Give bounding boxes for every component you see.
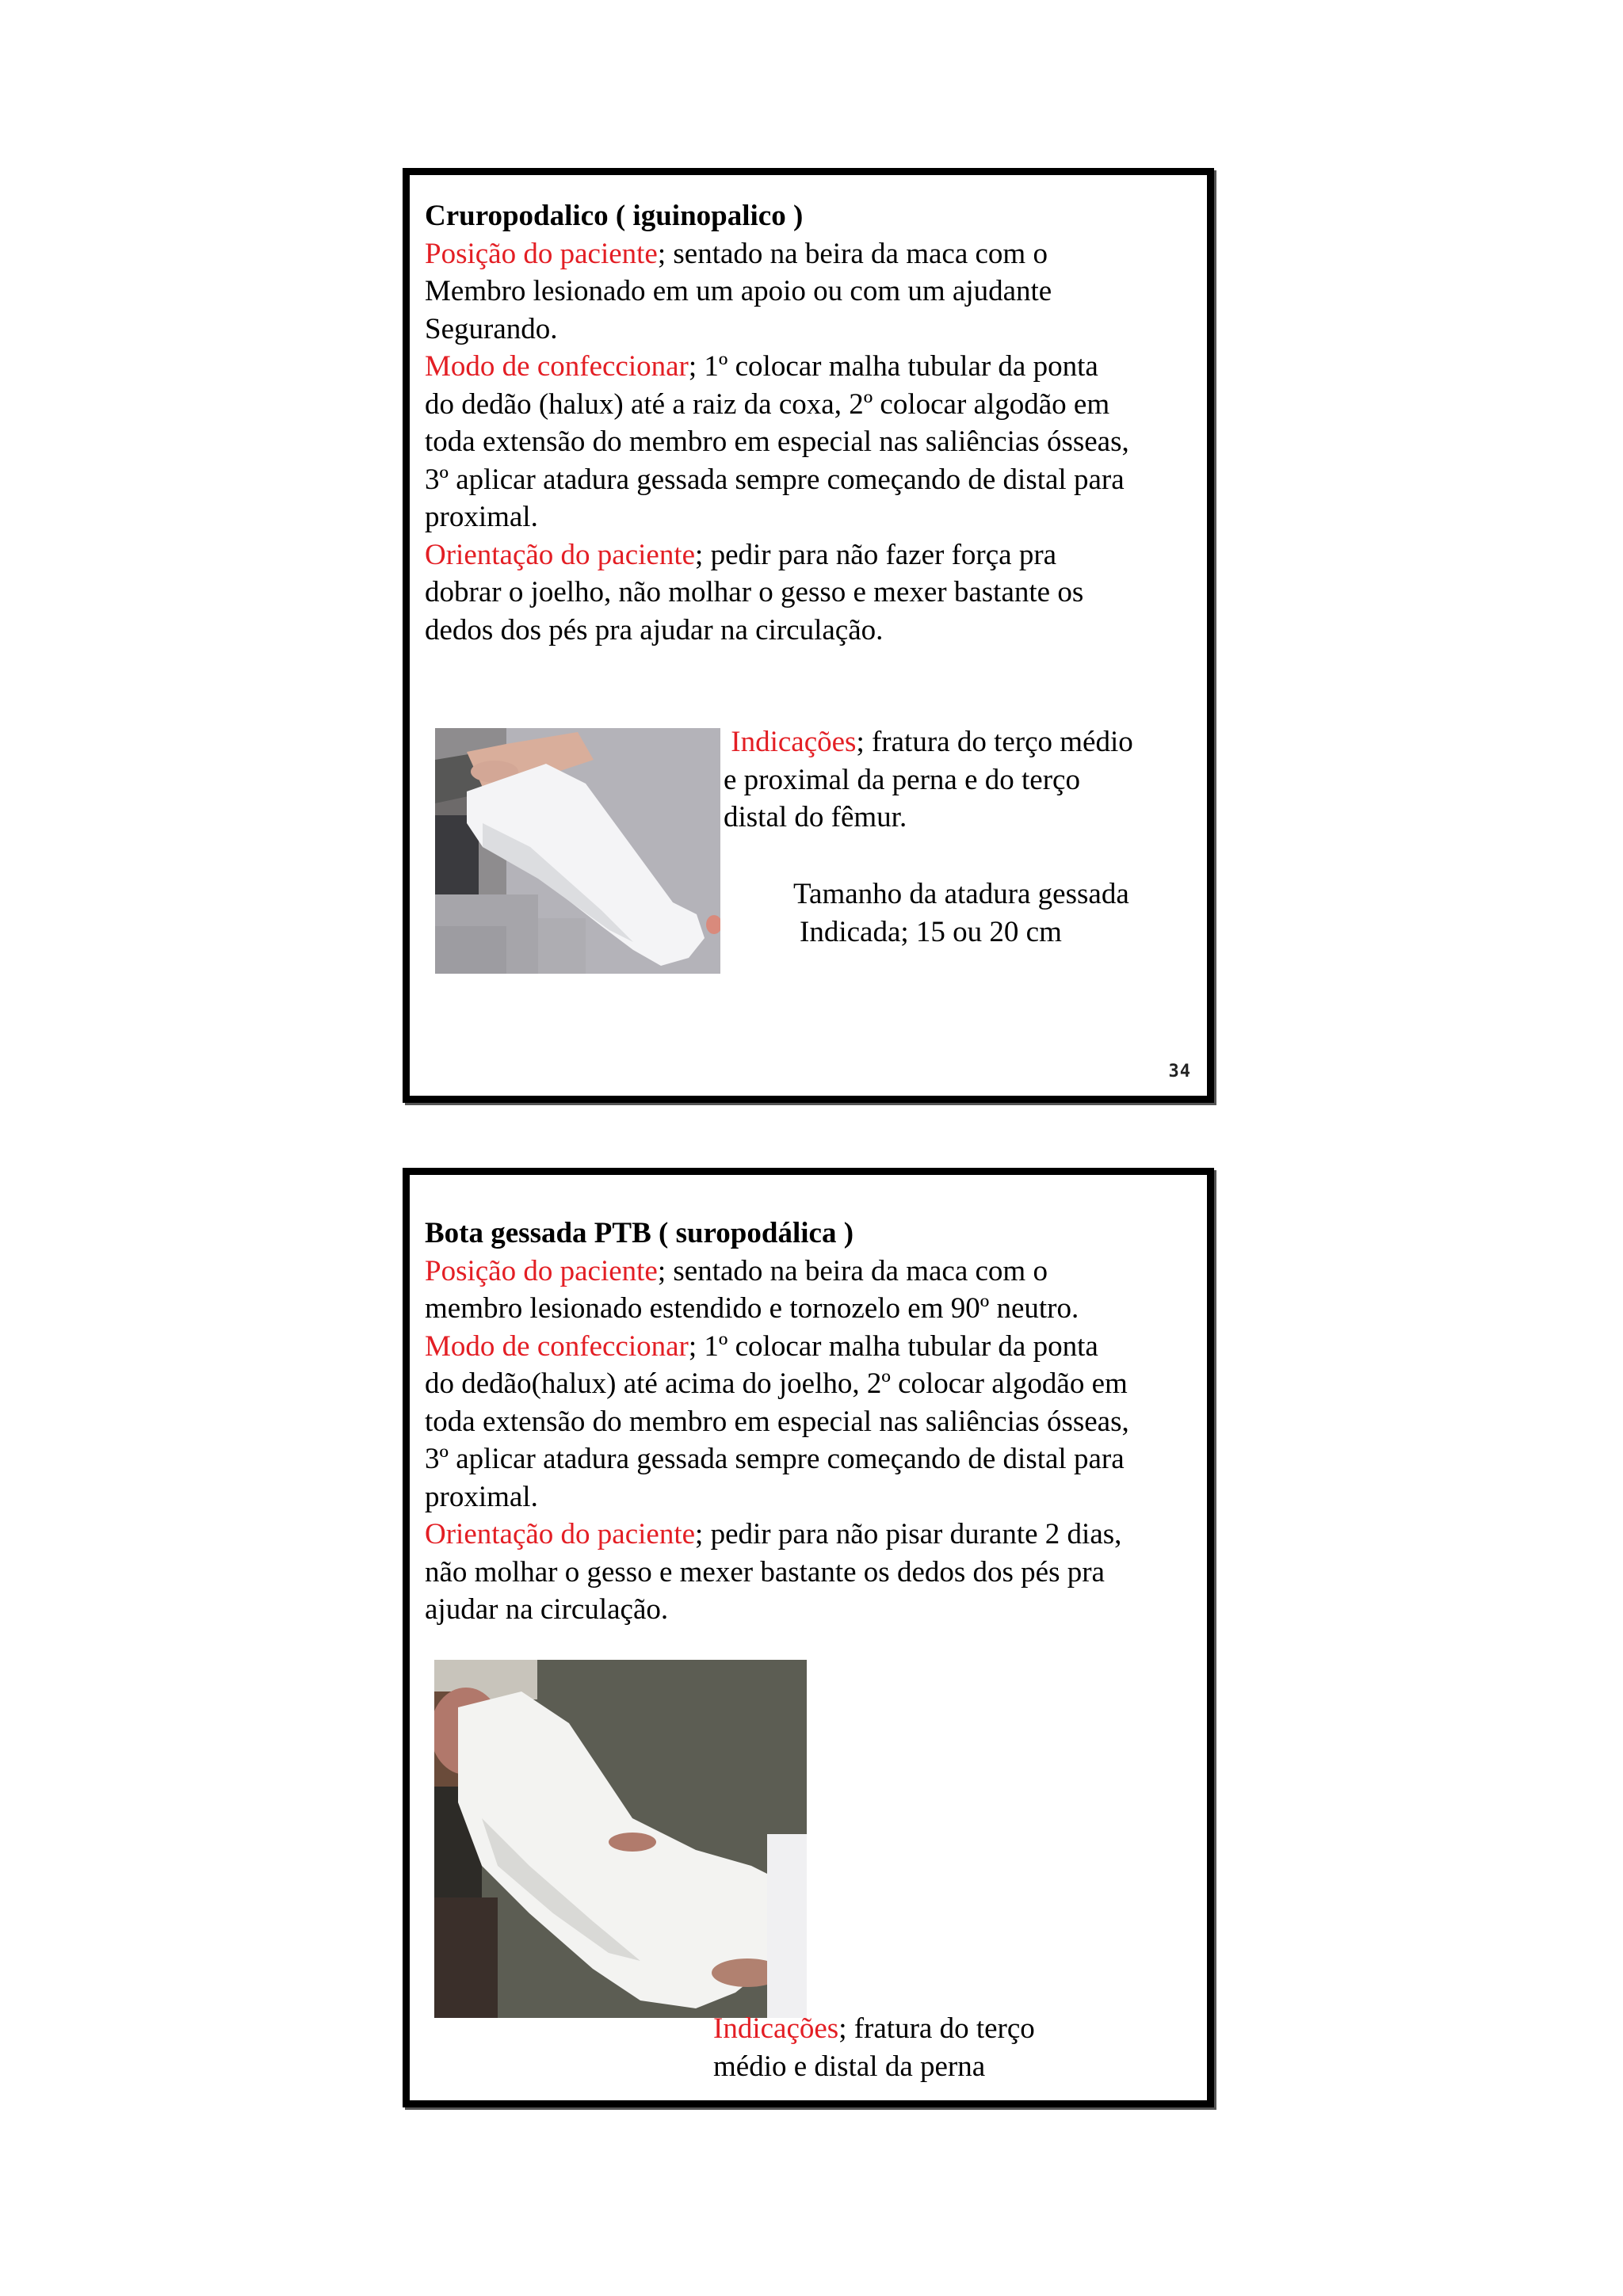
- indications-label: Indicações: [713, 2012, 839, 2045]
- orientation-text: dobrar o joelho, não molhar o gesso e mexer bastante os: [425, 576, 1084, 608]
- bandage-size-block: [793, 875, 1129, 951]
- orientation-text: dedos dos pés pra ajudar na circulação.: [425, 613, 884, 646]
- mode-text: proximal.: [425, 1480, 538, 1513]
- orientation-label: Orientação do paciente: [425, 538, 696, 571]
- mode-text: 3º aplicar atadura gessada sempre começando de distal para: [425, 463, 1125, 496]
- orientation-text: ; pedir para não fazer força pra: [695, 538, 1057, 571]
- indications-text: ; fratura do terço médio: [856, 726, 1133, 758]
- mode-text: do dedão (halux) até a raiz da coxa, 2º colocar algodão em: [425, 387, 1110, 421]
- slide-bota-gessada: [403, 1168, 1214, 2107]
- indications-label: Indicações: [731, 726, 857, 758]
- indications-line: [724, 723, 1133, 761]
- orientation-text: ajudar na circulação.: [425, 1593, 669, 1626]
- slide-body-text: [425, 197, 1207, 649]
- position-text: Membro lesionado em um apoio ou com um ajudante: [425, 275, 1052, 307]
- indications-block: [724, 723, 1133, 837]
- mode-text: ; 1º colocar malha tubular da ponta: [688, 350, 1098, 383]
- orientation-text: ; pedir para não pisar durante 2 dias,: [695, 1518, 1122, 1550]
- position-label: Posição do paciente: [425, 1254, 658, 1287]
- bandage-size-text: Tamanho da atadura gessada: [793, 878, 1129, 910]
- indications-line: [713, 2010, 1035, 2048]
- page-number: 34: [1168, 1062, 1191, 1081]
- orientation-paragraph-line: [425, 536, 1207, 574]
- orientation-label: Orientação do paciente: [425, 1518, 696, 1550]
- boot-cast-photo: [434, 1660, 807, 2018]
- mode-text: toda extensão do membro em especial nas saliências ósseas,: [425, 425, 1129, 458]
- mode-paragraph-line: [425, 1328, 1207, 1366]
- slide-title: Bota gessada PTB ( suropodálica ): [425, 1217, 854, 1249]
- position-paragraph-line: [425, 1253, 1207, 1291]
- position-text: Segurando.: [425, 312, 558, 345]
- indications-text: e proximal da perna e do terço: [724, 763, 1080, 796]
- position-text: ; sentado na beira da maca com o: [657, 1254, 1048, 1287]
- mode-paragraph-line: [425, 348, 1207, 386]
- bandage-size-text: Indicada; 15 ou 20 cm: [800, 915, 1062, 948]
- mode-text: do dedão(halux) até acima do joelho, 2º colocar algodão em: [425, 1367, 1128, 1400]
- mode-label: Modo de confeccionar: [425, 350, 689, 383]
- leg-cast-illustration: [435, 728, 720, 974]
- mode-text: ; 1º colocar malha tubular da ponta: [688, 1329, 1098, 1363]
- orientation-paragraph-line: [425, 1516, 1207, 1554]
- position-paragraph-line: [425, 235, 1207, 273]
- mode-text: 3º aplicar atadura gessada sempre começando de distal para: [425, 1443, 1125, 1475]
- slide-cruropodalico: [403, 168, 1214, 1103]
- indications-text: médio e distal da perna: [713, 2050, 986, 2083]
- orientation-text: não molhar o gesso e mexer bastante os dedos dos pés pra: [425, 1555, 1105, 1589]
- position-label: Posição do paciente: [425, 237, 658, 270]
- mode-label: Modo de confeccionar: [425, 1329, 689, 1363]
- leg-cast-photo: [435, 728, 720, 974]
- indications-text: ; fratura do terço: [838, 2012, 1035, 2045]
- mode-text: proximal.: [425, 501, 538, 533]
- boot-cast-illustration: [434, 1660, 807, 2018]
- position-text: ; sentado na beira da maca com o: [657, 237, 1048, 270]
- indications-block: [713, 2010, 1035, 2085]
- indications-text: distal do fêmur.: [724, 801, 907, 833]
- position-text: membro lesionado estendido e tornozelo em 90º neutro.: [425, 1292, 1079, 1325]
- slide-title: Cruropodalico ( iguinopalico ): [425, 200, 804, 232]
- slide-body-text: [425, 1215, 1207, 1629]
- mode-text: toda extensão do membro em especial nas saliências ósseas,: [425, 1405, 1129, 1438]
